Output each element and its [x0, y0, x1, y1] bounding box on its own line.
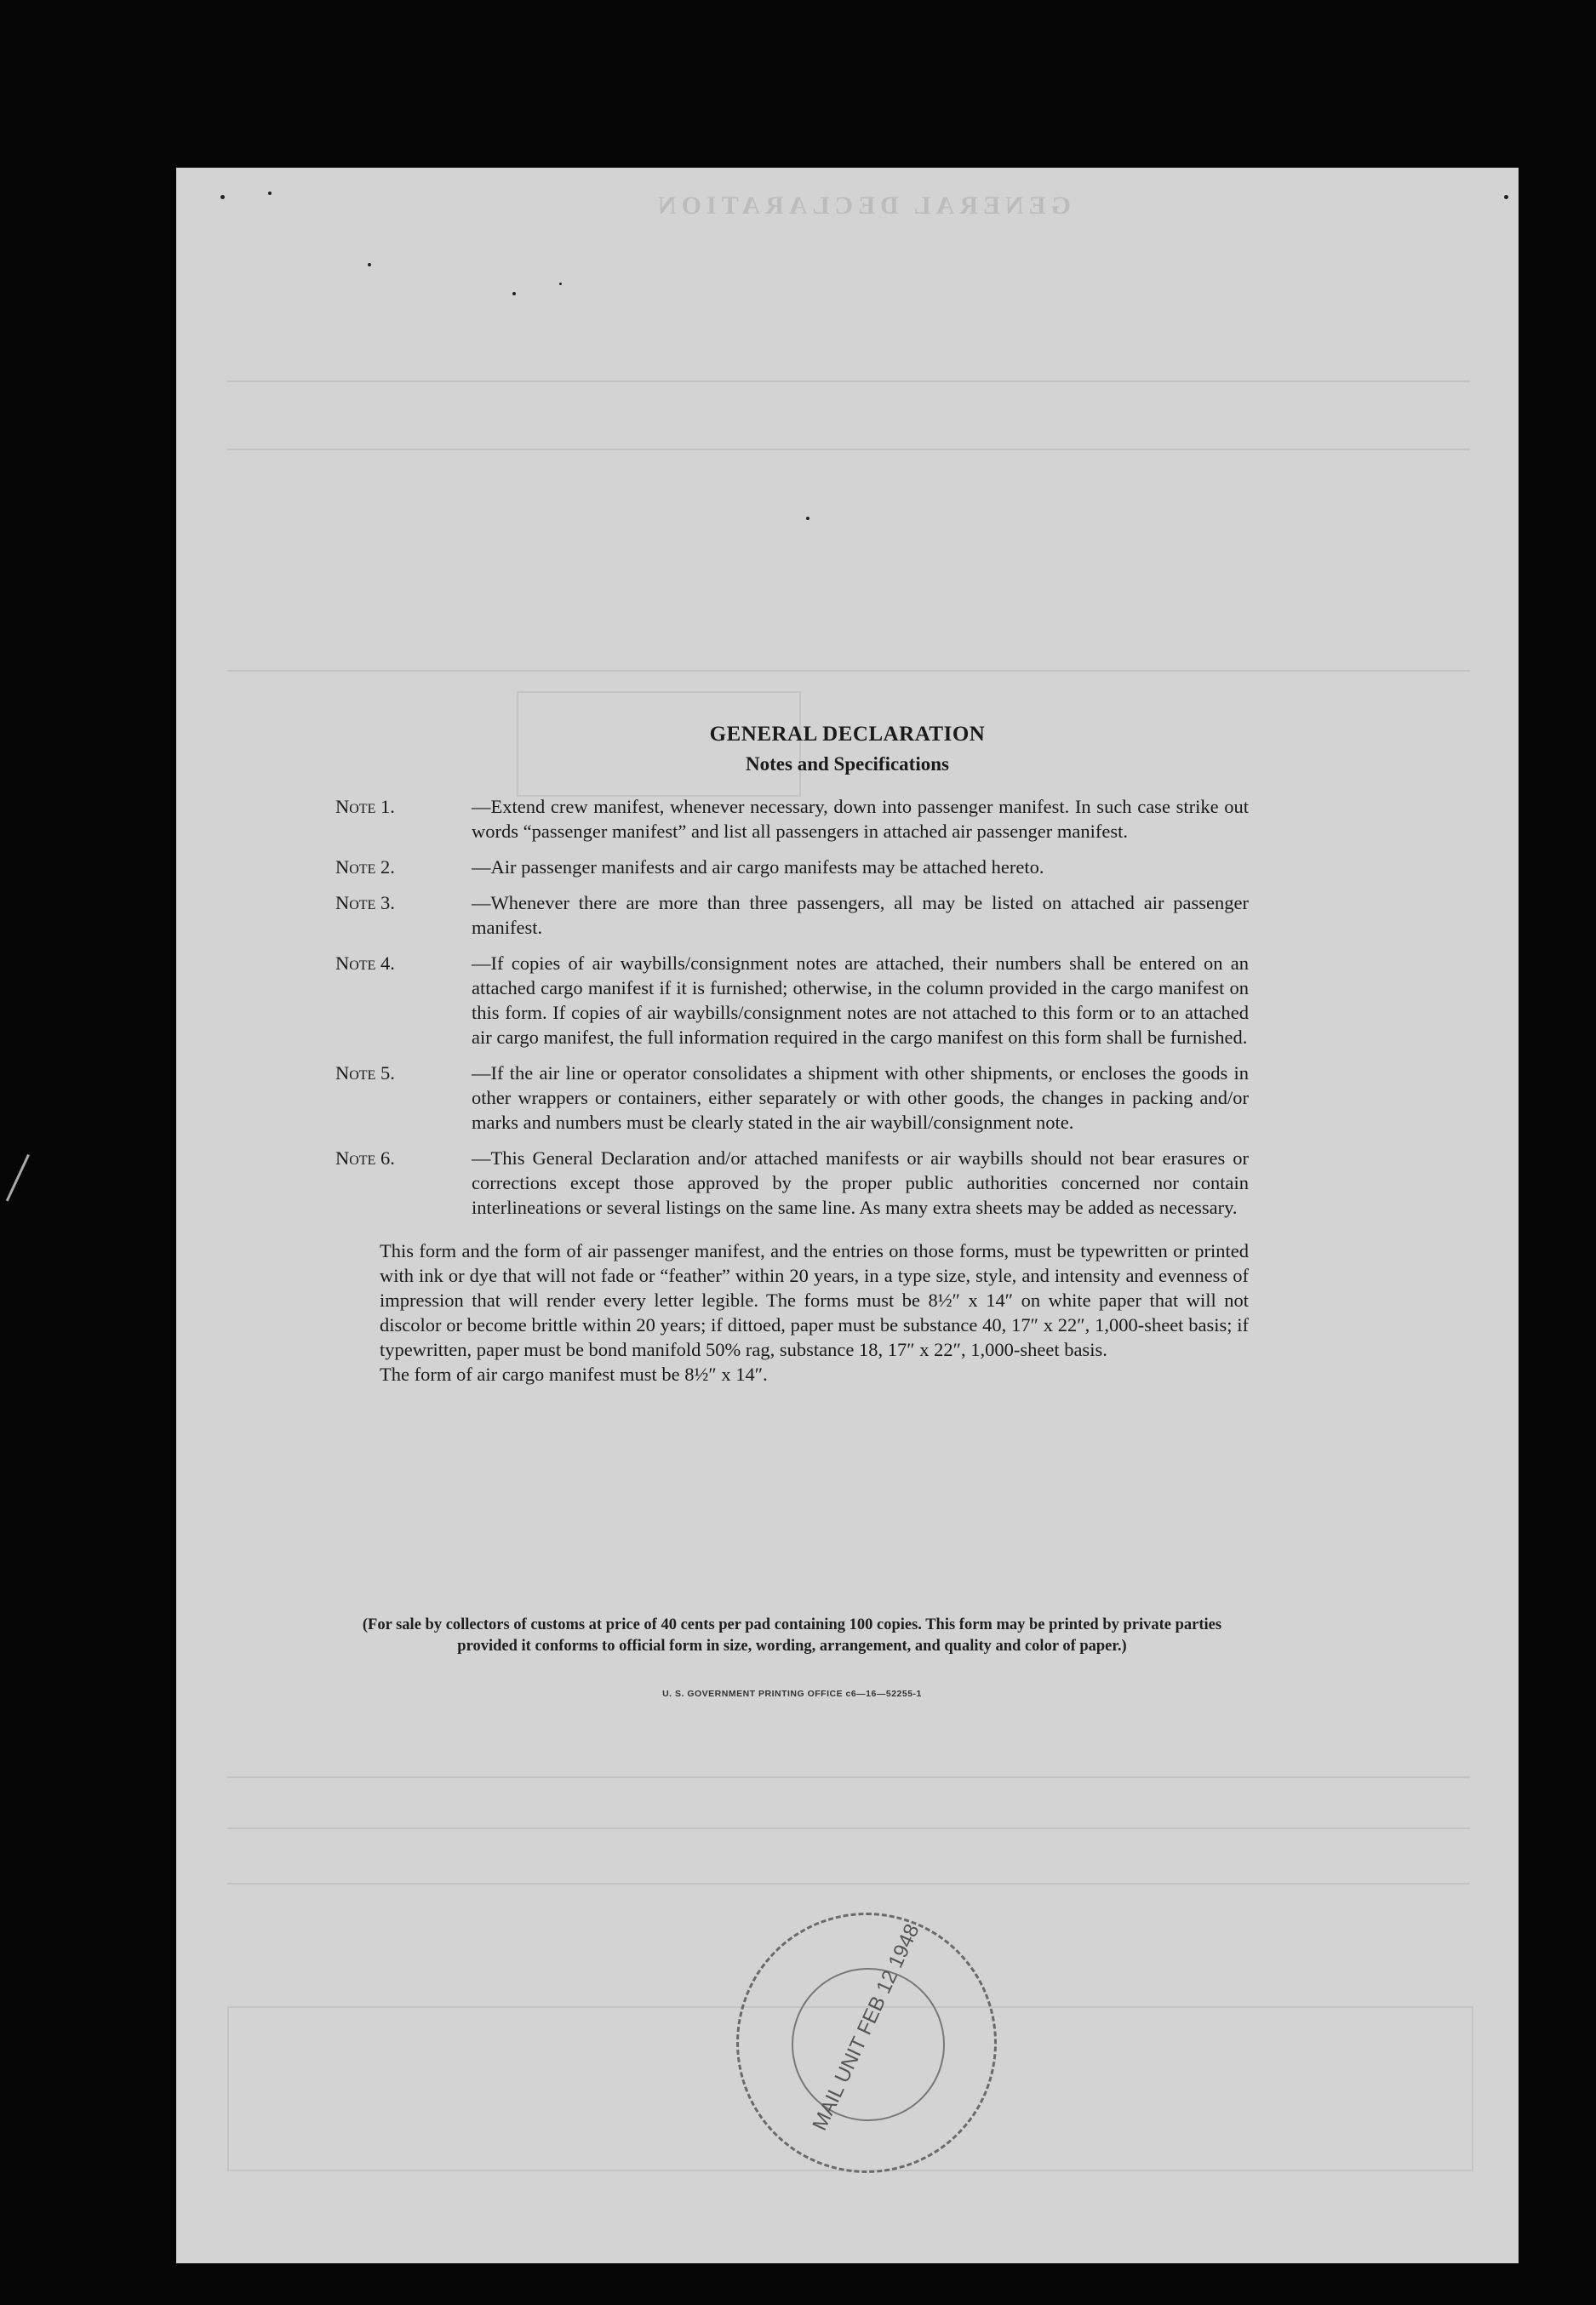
- document-page: [176, 168, 1519, 2263]
- note-label: Note 6.: [335, 1147, 395, 1169]
- bleed-through-rule: [227, 670, 1470, 672]
- note-label: Note 2.: [335, 856, 395, 878]
- ink-speck: [1504, 195, 1508, 199]
- ink-speck: [559, 283, 562, 285]
- bleed-through-rule: [227, 1827, 1470, 1829]
- note-label: Note 1.: [335, 796, 395, 817]
- note-1: [335, 794, 1249, 844]
- page-subtitle: Notes and Specifications: [746, 753, 949, 775]
- note-text: —If the air line or operator consolidates a shipment with other shipments, or encloses the goods in other wrappers or containers, either separately or with other goods, the changes in packing and/or marks and numbers must be clearly stated in the air waybill/consignment note.: [472, 1062, 1249, 1133]
- bleed-through-rule: [227, 1776, 1470, 1778]
- note-4: [335, 951, 1249, 1050]
- page-title: GENERAL DECLARATION: [709, 723, 986, 746]
- note-label: Note 5.: [335, 1062, 395, 1084]
- paragraph-last-line: The form of air cargo manifest must be 8½″ x 14″.: [380, 1364, 768, 1385]
- ink-speck: [806, 517, 809, 520]
- note-text: —If copies of air waybills/consignment notes are attached, their numbers shall be entered on an attached cargo manifest if it is furnished; otherwise, in the column provided in the cargo manifest on this form. If copies of air waybills/consignment notes are not attached to this form or to an attached air cargo manifest, the full information required in the cargo manifest on this form shall be furnished.: [472, 952, 1249, 1048]
- note-text: —Extend crew manifest, whenever necessary, down into passenger manifest. In such case strike out words “passenger manifest” and list all passengers in attached air passenger manifest.: [472, 796, 1249, 842]
- bleed-through-rule: [227, 380, 1470, 382]
- paragraph-text: This form and the form of air passenger manifest, and the entries on those forms, must be typewritten or printed with ink or dye that will not fade or “feather” within 20 years, in a type size, style, and intensity and evenness of impression that will render every letter legible. The forms must be 8½″ x 14″ on white paper that will not discolor or become brittle within 20 years; if dittoed, paper must be substance 40, 17″ x 22″, 1,000-sheet basis; if typewritten, paper must be bond manifold 50% rag, substance 18, 17″ x 22″, 1,000-sheet basis.: [380, 1240, 1249, 1360]
- printer-line: U. S. GOVERNMENT PRINTING OFFICE c6—16—52255-1: [662, 1689, 922, 1699]
- note-3: [335, 890, 1249, 940]
- scan-artifact: [6, 1154, 53, 1212]
- note-label: Note 3.: [335, 892, 395, 913]
- note-text: —Air passenger manifests and air cargo manifests may be attached hereto.: [472, 856, 1044, 878]
- bleed-through-rule: [227, 449, 1470, 450]
- sale-note: (For sale by collectors of customs at price of 40 cents per pad containing 100 copies. This form may be printed by private parties provided it conforms to official form in size, wording, arrangement, and quality and color of paper.): [362, 1616, 1222, 1655]
- note-text: —This General Declaration and/or attached manifests or air waybills should not bear erasures or corrections except those approved by the proper public authorities concerned nor contain interlineations or several listings on the same line. As many extra sheets may be added as necessary.: [472, 1147, 1249, 1218]
- form-specification-paragraph: [335, 1238, 1249, 1387]
- stamp-text: MAIL UNIT FEB 12 1948: [808, 1920, 924, 2135]
- note-5: [335, 1061, 1249, 1135]
- bleed-through-heading: GENERAL DECLARATION: [653, 192, 1072, 220]
- ink-speck: [220, 195, 225, 199]
- bleed-through-rule: [227, 1883, 1470, 1885]
- note-2: [335, 855, 1249, 879]
- ink-speck: [268, 192, 272, 195]
- note-label: Note 4.: [335, 952, 395, 974]
- mail-unit-stamp: [736, 1913, 997, 2173]
- notes-section: [335, 723, 1249, 1387]
- ink-speck: [368, 263, 371, 266]
- ink-speck: [512, 292, 516, 295]
- note-text: —Whenever there are more than three passengers, all may be listed on attached air passenger manifest.: [472, 892, 1249, 938]
- note-6: [335, 1146, 1249, 1220]
